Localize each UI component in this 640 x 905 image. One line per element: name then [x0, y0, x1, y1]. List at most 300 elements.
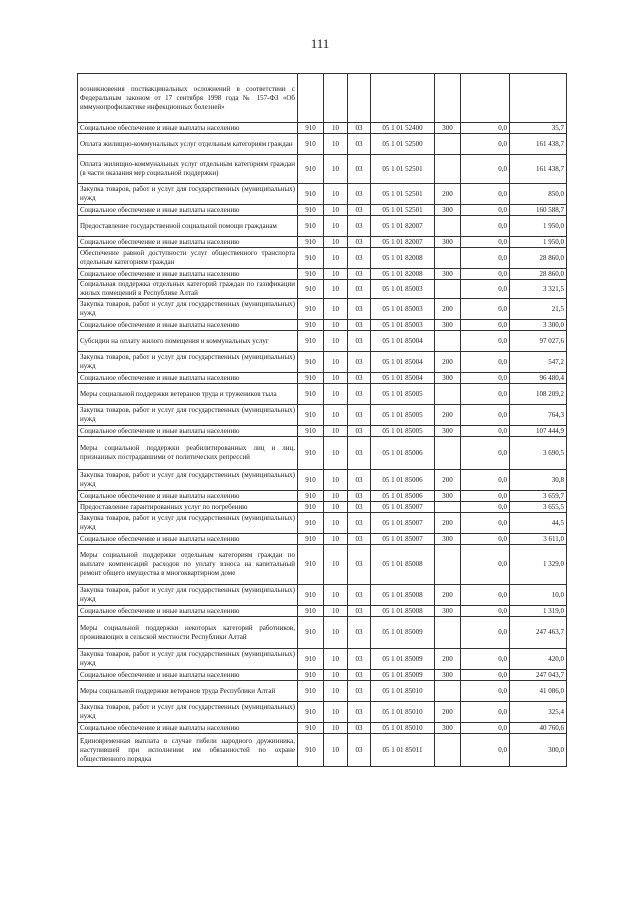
row-sum-first-cell: 0,0	[461, 585, 510, 606]
row-rz-cell: 10	[324, 617, 348, 649]
table-row	[78, 585, 567, 606]
row-cs-cell: 05 1 01 85008	[371, 545, 435, 585]
row-rz-cell: 10	[324, 299, 348, 320]
row-pr-cell: 03	[348, 734, 371, 767]
row-sum-first-cell: 0,0	[461, 649, 510, 670]
table-row	[78, 373, 567, 384]
row-sum-second-cell: 35,7	[510, 123, 567, 134]
row-sum-second-cell: 1 319,0	[510, 606, 567, 617]
row-vr-cell	[435, 134, 461, 155]
row-pr-cell: 03	[348, 134, 371, 155]
row-vr-cell	[435, 734, 461, 767]
table-row	[78, 649, 567, 670]
row-sum-first-cell: 0,0	[461, 184, 510, 205]
row-name-cell: Оплата жилищно-коммунальных услуг отдельным категориям граждан (в части оказания мер социальной поддержки)	[78, 155, 298, 184]
table-row	[78, 617, 567, 649]
row-vr-cell: 300	[435, 670, 461, 681]
row-name-cell: Социальное обеспечение и иные выплаты населению	[78, 670, 298, 681]
row-gr-cell: 910	[298, 216, 324, 237]
row-pr-cell: 03	[348, 617, 371, 649]
row-sum-first-cell: 0,0	[461, 352, 510, 373]
row-cs-cell: 05 1 01 85005	[371, 405, 435, 426]
row-sum-second-cell: 3 659,7	[510, 491, 567, 502]
row-vr-cell	[435, 502, 461, 513]
row-sum-second-cell: 40 760,6	[510, 723, 567, 734]
table-row	[78, 352, 567, 373]
row-name-cell: Закупка товаров, работ и услуг для государственных (муниципальных) нужд	[78, 470, 298, 491]
row-sum-first-cell: 0,0	[461, 216, 510, 237]
row-cs-cell: 05 1 01 85009	[371, 670, 435, 681]
row-cs-cell: 05 1 01 85003	[371, 280, 435, 299]
row-sum-second-cell: 420,0	[510, 649, 567, 670]
row-gr-cell: 910	[298, 649, 324, 670]
row-pr-cell: 03	[348, 405, 371, 426]
row-rz-cell: 10	[324, 280, 348, 299]
row-pr-cell: 03	[348, 702, 371, 723]
row-rz-cell: 10	[324, 269, 348, 280]
row-vr-cell: 300	[435, 123, 461, 134]
row-vr-cell: 300	[435, 534, 461, 545]
row-gr-cell: 910	[298, 331, 324, 352]
row-vr-cell: 300	[435, 426, 461, 437]
row-sum-first-cell: 0,0	[461, 280, 510, 299]
row-name-cell: Социальное обеспечение и иные выплаты населению	[78, 426, 298, 437]
row-vr-cell	[435, 155, 461, 184]
row-sum-second-cell: 247 043,7	[510, 670, 567, 681]
row-gr-cell: 910	[298, 426, 324, 437]
row-pr-cell: 03	[348, 248, 371, 269]
row-vr-cell	[435, 248, 461, 269]
row-vr-cell: 300	[435, 237, 461, 248]
row-rz-cell: 10	[324, 331, 348, 352]
row-rz-cell: 10	[324, 545, 348, 585]
table-row	[78, 470, 567, 491]
row-gr-cell: 910	[298, 702, 324, 723]
row-cs-cell: 05 1 01 85003	[371, 299, 435, 320]
table-row	[78, 545, 567, 585]
table-row	[78, 155, 567, 184]
row-sum-second-cell: 1 950,0	[510, 237, 567, 248]
row-name-cell: Социальное обеспечение и иные выплаты населению	[78, 237, 298, 248]
row-cs-cell: 05 1 01 85011	[371, 734, 435, 767]
row-pr-cell: 03	[348, 205, 371, 216]
row-rz-cell: 10	[324, 437, 348, 470]
table-row	[78, 205, 567, 216]
row-name-cell: Закупка товаров, работ и услуг для государственных (муниципальных) нужд	[78, 649, 298, 670]
row-sum-first-cell: 0,0	[461, 237, 510, 248]
row-cs-cell: 05 1 01 85005	[371, 384, 435, 405]
row-rz-cell: 10	[324, 320, 348, 331]
row-cs-cell: 05 1 01 82008	[371, 269, 435, 280]
row-name-cell: Меры социальной поддержки ветеранов труда и тружеников тыла	[78, 384, 298, 405]
row-name-cell: Закупка товаров, работ и услуг для государственных (муниципальных) нужд	[78, 585, 298, 606]
row-sum-second-cell: 21,5	[510, 299, 567, 320]
row-sum-second-cell: 160 588,7	[510, 205, 567, 216]
row-pr-cell: 03	[348, 491, 371, 502]
row-vr-cell: 200	[435, 702, 461, 723]
row-vr-cell: 300	[435, 606, 461, 617]
row-name-cell: возникновения поствакцинальных осложнений в соответствии с Федеральным законом от 17 сентября 1998 года № 157-ФЗ «Об иммунопрофилактике инфекционных болезней»	[78, 74, 298, 123]
table-row	[78, 184, 567, 205]
row-gr-cell: 910	[298, 155, 324, 184]
row-sum-first-cell: 0,0	[461, 513, 510, 534]
row-rz-cell: 10	[324, 373, 348, 384]
row-vr-cell: 300	[435, 723, 461, 734]
row-gr-cell: 910	[298, 269, 324, 280]
table-row	[78, 237, 567, 248]
row-rz-cell: 10	[324, 405, 348, 426]
row-pr-cell	[348, 74, 371, 123]
row-rz-cell: 10	[324, 534, 348, 545]
row-vr-cell: 300	[435, 491, 461, 502]
row-cs-cell: 05 1 01 85007	[371, 502, 435, 513]
table-row	[78, 248, 567, 269]
table-row	[78, 216, 567, 237]
row-name-cell: Меры социальной поддержки отдельным категориям граждан по выплате компенсаций расходов по уплату взноса на капитальный ремонт общего имущества в многоквартирном доме	[78, 545, 298, 585]
row-rz-cell: 10	[324, 134, 348, 155]
row-name-cell: Обеспечение равной доступности услуг общественного транспорта отдельным категориям граждан	[78, 248, 298, 269]
row-sum-second-cell: 547,2	[510, 352, 567, 373]
row-vr-cell	[435, 74, 461, 123]
row-sum-first-cell: 0,0	[461, 320, 510, 331]
row-name-cell: Социальное обеспечение и иные выплаты населению	[78, 723, 298, 734]
row-cs-cell: 05 1 01 85010	[371, 702, 435, 723]
row-sum-second-cell: 1 329,0	[510, 545, 567, 585]
row-gr-cell: 910	[298, 123, 324, 134]
row-rz-cell: 10	[324, 723, 348, 734]
row-sum-second-cell: 108 209,2	[510, 384, 567, 405]
row-sum-second-cell: 161 438,7	[510, 134, 567, 155]
row-rz-cell: 10	[324, 681, 348, 702]
row-vr-cell: 200	[435, 470, 461, 491]
row-gr-cell: 910	[298, 184, 324, 205]
row-cs-cell: 05 1 01 52501	[371, 205, 435, 216]
row-rz-cell: 10	[324, 426, 348, 437]
row-pr-cell: 03	[348, 216, 371, 237]
table-row	[78, 331, 567, 352]
table-row	[78, 534, 567, 545]
row-sum-second-cell: 44,5	[510, 513, 567, 534]
row-sum-second-cell: 107 444,9	[510, 426, 567, 437]
row-vr-cell	[435, 280, 461, 299]
row-cs-cell: 05 1 01 85008	[371, 606, 435, 617]
table-row	[78, 606, 567, 617]
row-gr-cell: 910	[298, 723, 324, 734]
row-cs-cell: 05 1 01 82007	[371, 237, 435, 248]
row-gr-cell: 910	[298, 734, 324, 767]
row-rz-cell: 10	[324, 248, 348, 269]
row-sum-first-cell: 0,0	[461, 405, 510, 426]
row-pr-cell: 03	[348, 373, 371, 384]
table-row	[78, 723, 567, 734]
row-name-cell: Закупка товаров, работ и услуг для государственных (муниципальных) нужд	[78, 352, 298, 373]
row-name-cell: Субсидии на оплату жилого помещения и коммунальных услуг	[78, 331, 298, 352]
row-sum-second-cell: 10,0	[510, 585, 567, 606]
row-name-cell: Единовременная выплата в случае гибели народного дружинника, наступившей при исполнении им обязанностей по охране общественного порядка	[78, 734, 298, 767]
row-sum-second-cell: 247 463,7	[510, 617, 567, 649]
row-sum-first-cell: 0,0	[461, 534, 510, 545]
row-sum-first-cell: 0,0	[461, 734, 510, 767]
row-cs-cell: 05 1 01 85006	[371, 437, 435, 470]
row-sum-second-cell: 97 027,6	[510, 331, 567, 352]
row-name-cell: Социальное обеспечение и иные выплаты населению	[78, 269, 298, 280]
table-row	[78, 74, 567, 123]
row-sum-second-cell: 3 321,5	[510, 280, 567, 299]
row-cs-cell: 05 1 01 82007	[371, 216, 435, 237]
row-sum-second-cell: 3 300,0	[510, 320, 567, 331]
row-vr-cell: 200	[435, 184, 461, 205]
row-sum-first-cell: 0,0	[461, 702, 510, 723]
row-gr-cell: 910	[298, 670, 324, 681]
row-pr-cell: 03	[348, 155, 371, 184]
row-pr-cell: 03	[348, 269, 371, 280]
row-vr-cell: 300	[435, 205, 461, 216]
table-row	[78, 491, 567, 502]
row-gr-cell: 910	[298, 545, 324, 585]
row-cs-cell: 05 1 01 85009	[371, 617, 435, 649]
row-rz-cell: 10	[324, 384, 348, 405]
row-sum-first-cell	[461, 74, 510, 123]
row-cs-cell: 05 1 01 52501	[371, 184, 435, 205]
row-cs-cell: 05 1 01 85004	[371, 352, 435, 373]
row-pr-cell: 03	[348, 513, 371, 534]
table-row	[78, 702, 567, 723]
row-pr-cell: 03	[348, 184, 371, 205]
row-sum-first-cell: 0,0	[461, 205, 510, 216]
row-rz-cell	[324, 74, 348, 123]
row-vr-cell	[435, 617, 461, 649]
row-vr-cell: 200	[435, 405, 461, 426]
row-rz-cell: 10	[324, 513, 348, 534]
row-rz-cell: 10	[324, 606, 348, 617]
row-pr-cell: 03	[348, 331, 371, 352]
row-sum-second-cell: 161 438,7	[510, 155, 567, 184]
row-name-cell: Социальное обеспечение и иные выплаты населению	[78, 205, 298, 216]
row-pr-cell: 03	[348, 681, 371, 702]
row-gr-cell: 910	[298, 373, 324, 384]
row-pr-cell: 03	[348, 320, 371, 331]
row-gr-cell: 910	[298, 606, 324, 617]
row-sum-first-cell: 0,0	[461, 155, 510, 184]
row-sum-second-cell: 28 860,0	[510, 269, 567, 280]
row-gr-cell: 910	[298, 134, 324, 155]
row-vr-cell	[435, 384, 461, 405]
row-vr-cell	[435, 681, 461, 702]
row-pr-cell: 03	[348, 545, 371, 585]
table-body	[78, 74, 567, 767]
row-name-cell: Социальная поддержка отдельных категорий граждан по газификации жилых помещений в Республике Алтай	[78, 280, 298, 299]
row-cs-cell: 05 1 01 85010	[371, 723, 435, 734]
table-row	[78, 513, 567, 534]
row-gr-cell: 910	[298, 320, 324, 331]
row-rz-cell: 10	[324, 585, 348, 606]
row-vr-cell: 200	[435, 299, 461, 320]
row-cs-cell: 05 1 01 85006	[371, 470, 435, 491]
row-sum-first-cell: 0,0	[461, 134, 510, 155]
row-gr-cell: 910	[298, 437, 324, 470]
row-sum-first-cell: 0,0	[461, 502, 510, 513]
row-vr-cell: 200	[435, 649, 461, 670]
row-sum-second-cell: 96 480,4	[510, 373, 567, 384]
table-row	[78, 437, 567, 470]
row-vr-cell	[435, 331, 461, 352]
row-name-cell: Меры социальной поддержки реабилитированных лиц и лиц, признанных пострадавшими от политических репрессий	[78, 437, 298, 470]
row-gr-cell: 910	[298, 352, 324, 373]
row-rz-cell: 10	[324, 491, 348, 502]
row-gr-cell: 910	[298, 681, 324, 702]
row-cs-cell: 05 1 01 82008	[371, 248, 435, 269]
row-name-cell: Предоставление гарантированных услуг по погребению	[78, 502, 298, 513]
row-name-cell: Социальное обеспечение и иные выплаты населению	[78, 373, 298, 384]
row-name-cell: Оплата жилищно-коммунальных услуг отдельным категориям граждан	[78, 134, 298, 155]
row-name-cell: Закупка товаров, работ и услуг для государственных (муниципальных) нужд	[78, 513, 298, 534]
table-row	[78, 299, 567, 320]
row-vr-cell	[435, 545, 461, 585]
row-rz-cell: 10	[324, 470, 348, 491]
row-gr-cell: 910	[298, 248, 324, 269]
row-pr-cell: 03	[348, 649, 371, 670]
row-name-cell: Закупка товаров, работ и услуг для государственных (муниципальных) нужд	[78, 405, 298, 426]
row-sum-first-cell: 0,0	[461, 123, 510, 134]
row-sum-first-cell: 0,0	[461, 269, 510, 280]
row-cs-cell: 05 1 01 85007	[371, 534, 435, 545]
table-row	[78, 670, 567, 681]
row-cs-cell: 05 1 01 85004	[371, 331, 435, 352]
row-gr-cell: 910	[298, 237, 324, 248]
row-gr-cell: 910	[298, 617, 324, 649]
row-gr-cell: 910	[298, 280, 324, 299]
row-sum-first-cell: 0,0	[461, 670, 510, 681]
row-pr-cell: 03	[348, 502, 371, 513]
row-pr-cell: 03	[348, 426, 371, 437]
row-name-cell: Меры социальной поддержки ветеранов труда Республики Алтай	[78, 681, 298, 702]
row-sum-first-cell: 0,0	[461, 491, 510, 502]
row-sum-second-cell: 325,4	[510, 702, 567, 723]
row-sum-first-cell: 0,0	[461, 606, 510, 617]
table-row	[78, 426, 567, 437]
table-row	[78, 384, 567, 405]
table-row	[78, 269, 567, 280]
table-row	[78, 681, 567, 702]
row-cs-cell: 05 1 01 85004	[371, 373, 435, 384]
row-name-cell: Меры социальной поддержки некоторых категорий работников, проживающих в сельской местности Республики Алтай	[78, 617, 298, 649]
row-pr-cell: 03	[348, 384, 371, 405]
budget-table	[77, 73, 567, 767]
table-row	[78, 405, 567, 426]
row-name-cell: Социальное обеспечение и иные выплаты населению	[78, 534, 298, 545]
row-sum-first-cell: 0,0	[461, 470, 510, 491]
row-cs-cell: 05 1 01 85005	[371, 426, 435, 437]
table-row	[78, 134, 567, 155]
table-row	[78, 502, 567, 513]
row-name-cell: Закупка товаров, работ и услуг для государственных (муниципальных) нужд	[78, 702, 298, 723]
table-row	[78, 734, 567, 767]
row-cs-cell: 05 1 01 85010	[371, 681, 435, 702]
row-gr-cell: 910	[298, 205, 324, 216]
row-sum-first-cell: 0,0	[461, 681, 510, 702]
row-gr-cell: 910	[298, 513, 324, 534]
row-pr-cell: 03	[348, 606, 371, 617]
row-rz-cell: 10	[324, 123, 348, 134]
row-sum-second-cell: 28 860,0	[510, 248, 567, 269]
row-cs-cell: 05 1 01 85009	[371, 649, 435, 670]
row-pr-cell: 03	[348, 470, 371, 491]
row-rz-cell: 10	[324, 216, 348, 237]
row-sum-first-cell: 0,0	[461, 384, 510, 405]
table-row	[78, 320, 567, 331]
row-name-cell: Социальное обеспечение и иные выплаты населению	[78, 491, 298, 502]
row-gr-cell: 910	[298, 384, 324, 405]
row-vr-cell	[435, 216, 461, 237]
row-pr-cell: 03	[348, 723, 371, 734]
row-gr-cell: 910	[298, 534, 324, 545]
row-sum-first-cell: 0,0	[461, 373, 510, 384]
row-sum-first-cell: 0,0	[461, 331, 510, 352]
row-name-cell: Закупка товаров, работ и услуг для государственных (муниципальных) нужд	[78, 184, 298, 205]
row-pr-cell: 03	[348, 299, 371, 320]
row-name-cell: Закупка товаров, работ и услуг для государственных (муниципальных) нужд	[78, 299, 298, 320]
row-cs-cell: 05 1 01 85007	[371, 513, 435, 534]
row-sum-second-cell: 3 655,5	[510, 502, 567, 513]
row-name-cell: Социальное обеспечение и иные выплаты населению	[78, 123, 298, 134]
row-rz-cell: 10	[324, 670, 348, 681]
row-gr-cell: 910	[298, 405, 324, 426]
row-sum-second-cell: 3 690,5	[510, 437, 567, 470]
row-sum-first-cell: 0,0	[461, 545, 510, 585]
row-sum-first-cell: 0,0	[461, 299, 510, 320]
row-pr-cell: 03	[348, 280, 371, 299]
row-gr-cell: 910	[298, 585, 324, 606]
row-vr-cell: 200	[435, 352, 461, 373]
row-cs-cell: 05 1 01 52400	[371, 123, 435, 134]
row-gr-cell: 910	[298, 491, 324, 502]
row-cs-cell	[371, 74, 435, 123]
row-name-cell: Социальное обеспечение и иные выплаты населению	[78, 320, 298, 331]
row-vr-cell: 200	[435, 585, 461, 606]
row-rz-cell: 10	[324, 352, 348, 373]
row-sum-second-cell: 300,0	[510, 734, 567, 767]
row-sum-first-cell: 0,0	[461, 426, 510, 437]
row-vr-cell: 300	[435, 373, 461, 384]
row-vr-cell: 300	[435, 269, 461, 280]
row-pr-cell: 03	[348, 352, 371, 373]
row-name-cell: Социальное обеспечение и иные выплаты населению	[78, 606, 298, 617]
row-sum-second-cell: 3 611,0	[510, 534, 567, 545]
row-sum-first-cell: 0,0	[461, 723, 510, 734]
row-pr-cell: 03	[348, 123, 371, 134]
row-gr-cell	[298, 74, 324, 123]
row-rz-cell: 10	[324, 237, 348, 248]
row-rz-cell: 10	[324, 649, 348, 670]
row-sum-second-cell: 41 086,0	[510, 681, 567, 702]
row-sum-second-cell: 1 950,0	[510, 216, 567, 237]
row-sum-second-cell: 30,8	[510, 470, 567, 491]
row-sum-first-cell: 0,0	[461, 248, 510, 269]
row-sum-second-cell: 764,3	[510, 405, 567, 426]
row-rz-cell: 10	[324, 184, 348, 205]
row-rz-cell: 10	[324, 502, 348, 513]
row-cs-cell: 05 1 01 52500	[371, 134, 435, 155]
row-sum-first-cell: 0,0	[461, 437, 510, 470]
row-vr-cell	[435, 437, 461, 470]
row-cs-cell: 05 1 01 85006	[371, 491, 435, 502]
row-sum-second-cell: 850,0	[510, 184, 567, 205]
page-number: 111	[310, 36, 330, 51]
row-sum-first-cell: 0,0	[461, 617, 510, 649]
row-cs-cell: 05 1 01 85003	[371, 320, 435, 331]
table-row	[78, 123, 567, 134]
row-gr-cell: 910	[298, 470, 324, 491]
